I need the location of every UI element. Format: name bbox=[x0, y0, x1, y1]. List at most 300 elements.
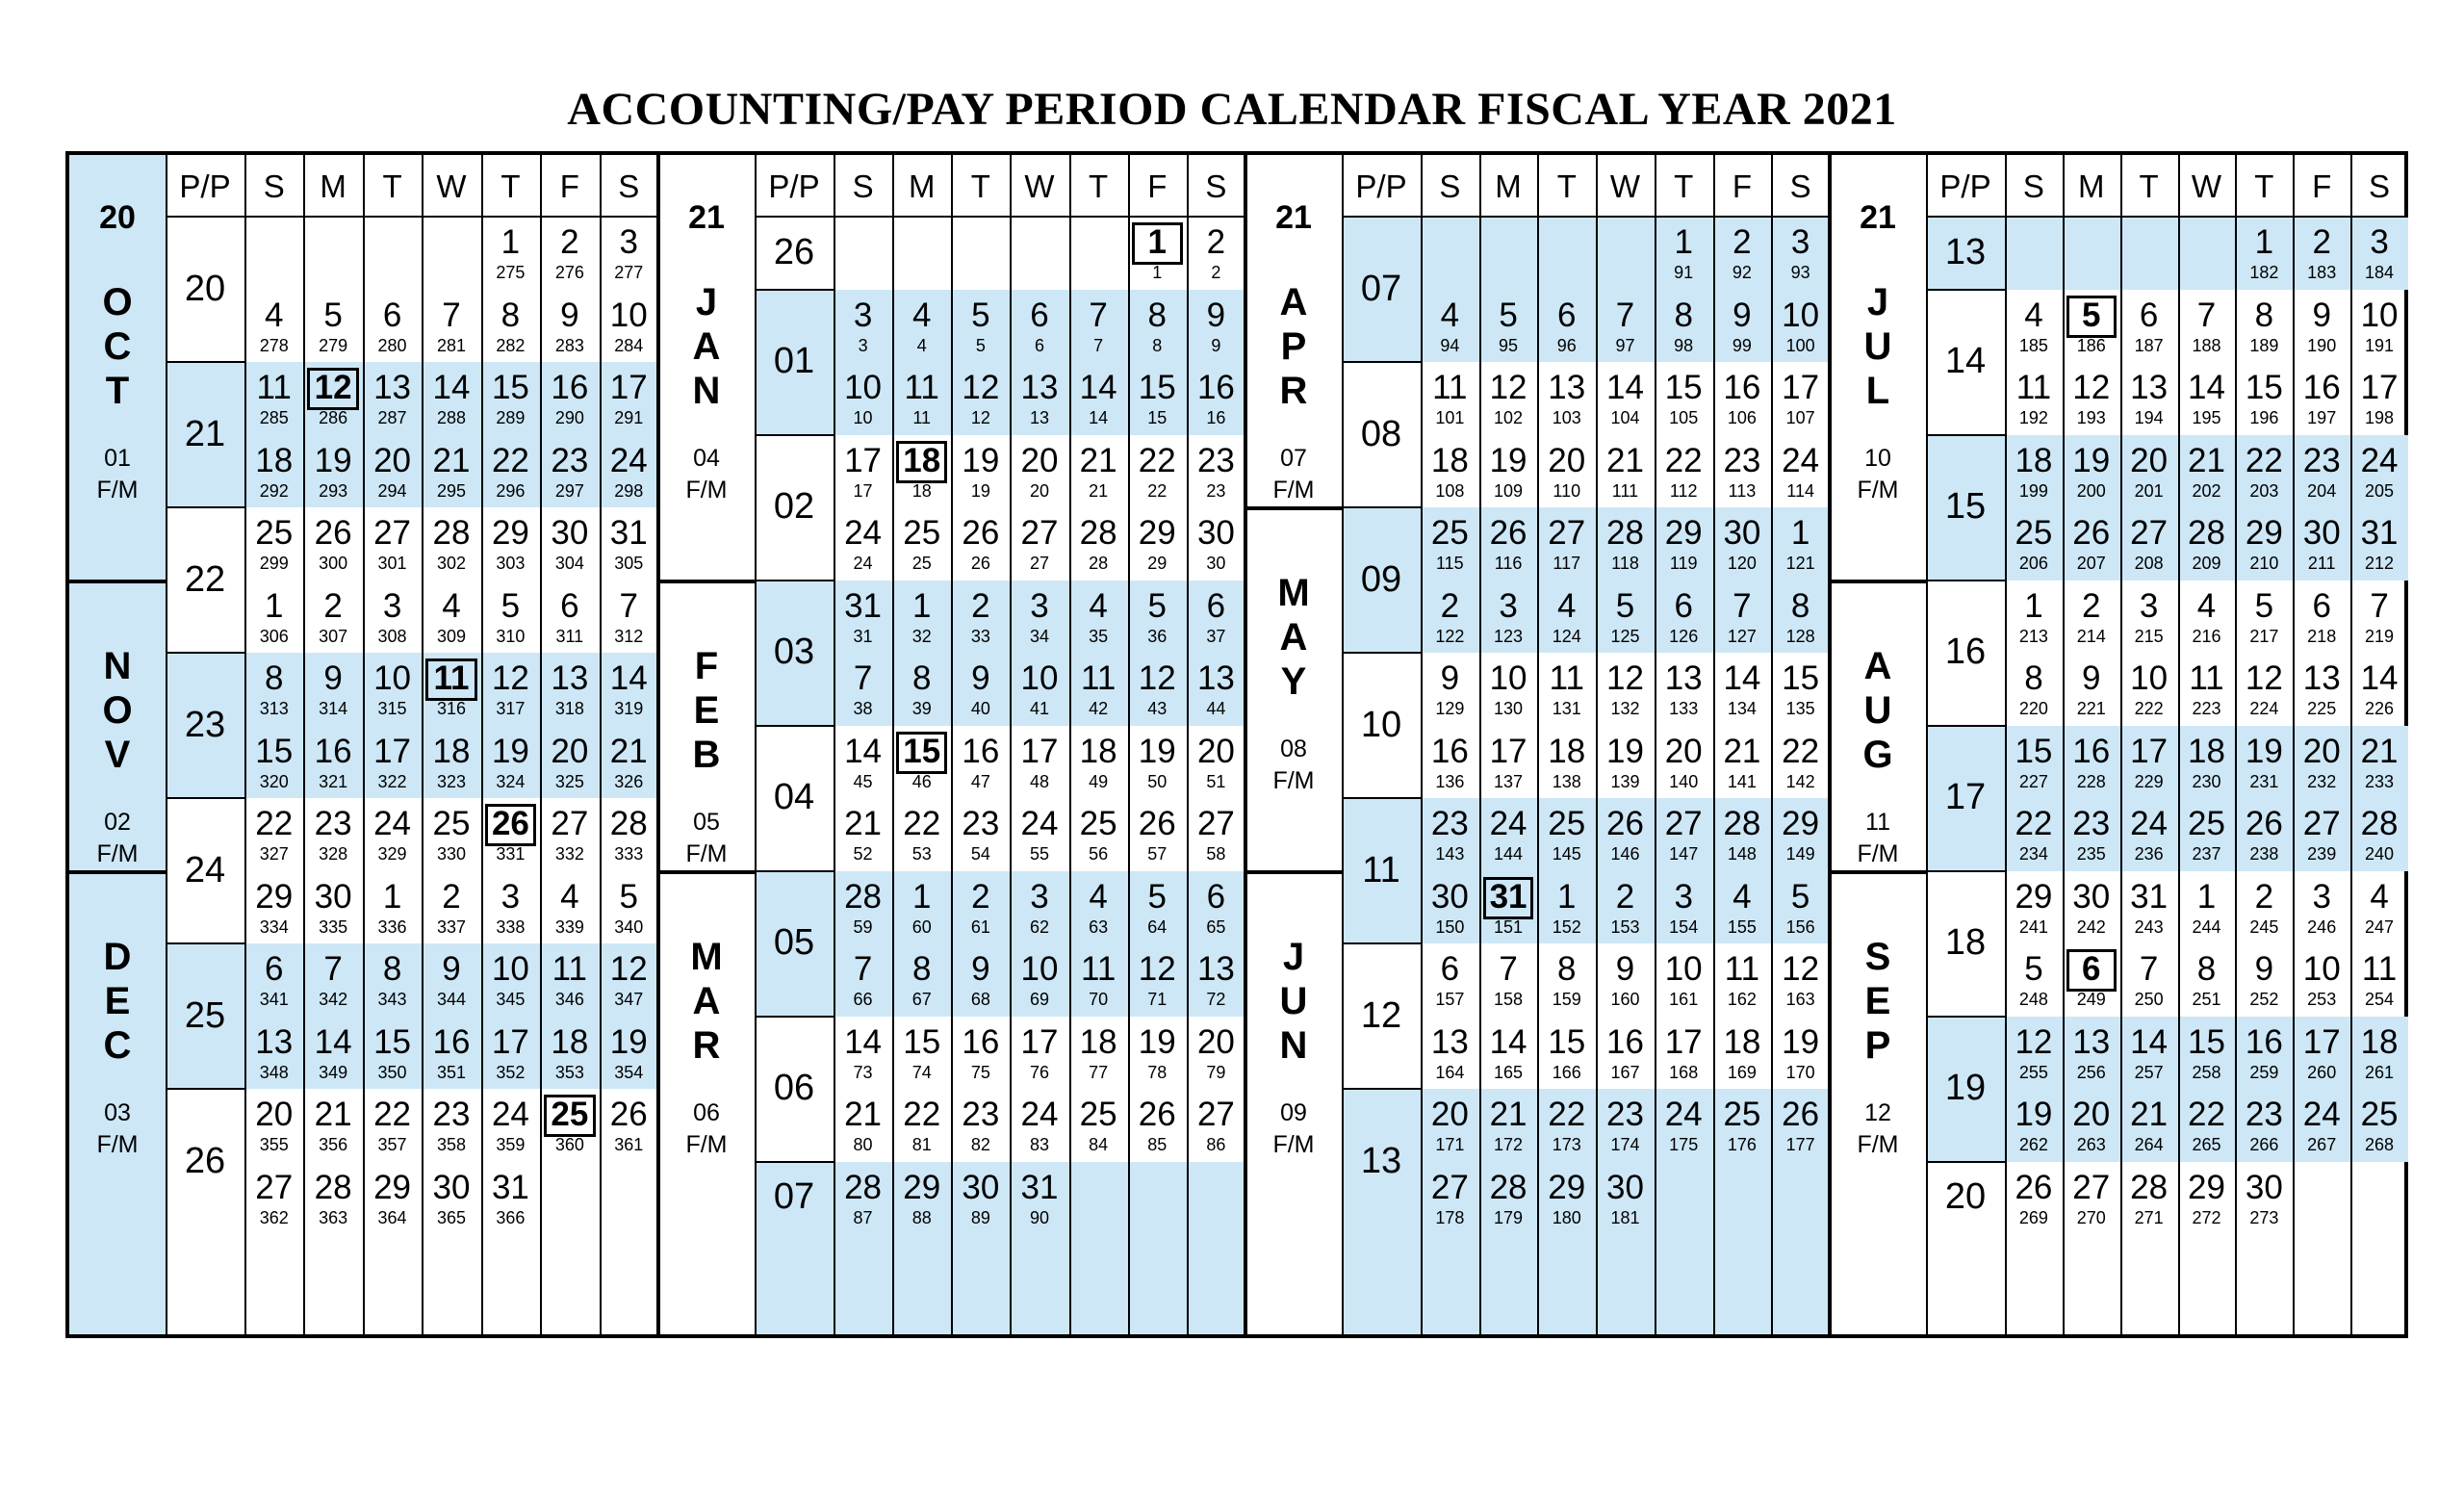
calendar-date: 20 bbox=[1664, 732, 1703, 770]
julian-day: 287 bbox=[377, 408, 407, 427]
calendar-date: 19 bbox=[1138, 1022, 1176, 1061]
julian-day: 249 bbox=[2076, 990, 2106, 1009]
julian-day: 280 bbox=[377, 335, 407, 355]
calendar-date: 8 bbox=[1674, 296, 1693, 334]
julian-day: 285 bbox=[259, 408, 289, 427]
day-column-divider bbox=[422, 155, 424, 1334]
calendar-date: 18 bbox=[2360, 1022, 2399, 1061]
month-column-divider bbox=[166, 155, 167, 1334]
calendar-date: 21 bbox=[609, 732, 648, 770]
calendar-date: 26 bbox=[491, 805, 529, 842]
calendar-date: 16 bbox=[1606, 1022, 1644, 1061]
julian-day: 279 bbox=[319, 335, 348, 355]
calendar-date: 16 bbox=[1196, 369, 1235, 406]
calendar-date: 21 bbox=[1606, 441, 1644, 479]
weekday-header: W bbox=[2191, 168, 2222, 204]
julian-day: 226 bbox=[2365, 699, 2395, 718]
julian-day: 302 bbox=[436, 554, 467, 573]
calendar-date: 9 bbox=[1732, 296, 1752, 334]
julian-day: 248 bbox=[2018, 990, 2048, 1009]
calendar-date: 23 bbox=[432, 1096, 471, 1133]
holiday-box bbox=[896, 441, 947, 483]
julian-day: 275 bbox=[496, 263, 526, 282]
calendar-date: 21 bbox=[1723, 732, 1761, 770]
holiday-box bbox=[1132, 222, 1183, 265]
julian-day: 150 bbox=[1435, 916, 1465, 937]
month-column-divider bbox=[1342, 155, 1344, 1334]
calendar-date: 23 bbox=[2072, 805, 2111, 842]
julian-day: 304 bbox=[554, 554, 584, 573]
calendar-date: 9 bbox=[1440, 659, 1460, 697]
calendar-date: 10 bbox=[2360, 296, 2399, 334]
julian-day: 296 bbox=[496, 480, 526, 501]
calendar-date: 27 bbox=[255, 1168, 294, 1206]
calendar-date: 26 bbox=[1782, 1096, 1820, 1133]
calendar-date: 29 bbox=[1664, 514, 1703, 552]
julian-day: 121 bbox=[1785, 554, 1815, 573]
julian-day: 209 bbox=[2192, 554, 2221, 573]
calendar-date: 17 bbox=[2360, 369, 2399, 406]
fiscal-month-number: 07 bbox=[1280, 445, 1307, 472]
julian-day: 346 bbox=[554, 990, 584, 1009]
pay-period-number: 26 bbox=[184, 1140, 226, 1181]
calendar-date: 21 bbox=[2360, 732, 2399, 770]
calendar-date: 17 bbox=[1489, 732, 1527, 770]
calendar-date: 30 bbox=[432, 1168, 471, 1206]
calendar-date: 8 bbox=[1147, 296, 1167, 334]
month-letter: C bbox=[103, 1023, 132, 1067]
calendar-date: 4 bbox=[2370, 877, 2389, 916]
julian-day: 109 bbox=[1494, 480, 1524, 501]
fiscal-month-abbrev: F/M bbox=[96, 1130, 139, 1158]
month-column-divider bbox=[1926, 155, 1928, 1334]
pay-period-divider bbox=[755, 580, 834, 581]
julian-day: 312 bbox=[614, 626, 644, 646]
julian-day: 356 bbox=[319, 1135, 348, 1154]
julian-day: 112 bbox=[1669, 480, 1698, 501]
calendar-date: 14 bbox=[1489, 1022, 1527, 1061]
quarter-divider bbox=[1244, 155, 1247, 1334]
julian-day: 51 bbox=[1206, 771, 1226, 791]
month-name bbox=[658, 280, 755, 413]
fiscal-month-label bbox=[1830, 1097, 1926, 1161]
calendar-date: 13 bbox=[373, 369, 412, 406]
calendar-date: 19 bbox=[314, 441, 352, 479]
calendar-date: 4 bbox=[1732, 877, 1752, 916]
julian-day: 188 bbox=[2192, 335, 2221, 355]
calendar-date: 28 bbox=[609, 805, 648, 842]
calendar-date: 16 bbox=[2302, 369, 2341, 406]
month-column-divider bbox=[755, 155, 757, 1334]
quarter-divider bbox=[656, 155, 660, 1334]
julian-day: 180 bbox=[1552, 1207, 1581, 1227]
calendar-date: 23 bbox=[2302, 441, 2341, 479]
julian-day: 300 bbox=[319, 554, 348, 573]
calendar-date: 1 bbox=[2254, 223, 2274, 261]
calendar-date: 21 bbox=[844, 805, 883, 842]
pay-period-number: 22 bbox=[184, 558, 226, 600]
fiscal-month-label bbox=[69, 443, 166, 506]
pay-period-divider bbox=[1342, 652, 1421, 654]
calendar-date: 8 bbox=[911, 659, 932, 697]
julian-day: 143 bbox=[1435, 844, 1465, 864]
pay-period-number: 24 bbox=[184, 849, 226, 890]
julian-day: 142 bbox=[1785, 771, 1815, 791]
calendar-date: 12 bbox=[491, 659, 529, 697]
julian-day: 141 bbox=[1727, 771, 1757, 791]
calendar-date: 8 bbox=[1557, 950, 1577, 988]
month-letter: U bbox=[1279, 979, 1308, 1022]
julian-day: 54 bbox=[970, 844, 990, 864]
calendar-date: 8 bbox=[264, 659, 284, 697]
julian-day: 120 bbox=[1727, 554, 1757, 573]
julian-day: 240 bbox=[2365, 844, 2395, 864]
julian-day: 349 bbox=[319, 1062, 348, 1082]
julian-day: 344 bbox=[436, 990, 467, 1009]
calendar-date: 12 bbox=[962, 369, 1000, 406]
julian-day: 52 bbox=[853, 844, 873, 864]
calendar-date: 17 bbox=[2130, 732, 2169, 770]
calendar-date: 10 bbox=[844, 369, 883, 406]
weekday-header: W bbox=[1024, 168, 1055, 204]
pay-period-divider bbox=[755, 289, 834, 291]
calendar-date: 12 bbox=[1489, 369, 1527, 406]
calendar-date: 6 bbox=[264, 950, 284, 988]
julian-day: 315 bbox=[377, 699, 407, 718]
calendar-date: 23 bbox=[1430, 805, 1469, 842]
month-letter: U bbox=[1863, 325, 1892, 368]
calendar-date: 23 bbox=[1196, 441, 1235, 479]
julian-day: 220 bbox=[2018, 699, 2048, 718]
calendar-date: 6 bbox=[2312, 586, 2331, 625]
julian-day: 58 bbox=[1206, 844, 1226, 864]
calendar-date: 2 bbox=[2082, 586, 2101, 625]
calendar-date: 21 bbox=[2188, 441, 2225, 479]
julian-day: 361 bbox=[614, 1135, 644, 1154]
julian-day: 108 bbox=[1435, 480, 1465, 501]
fiscal-month-number: 06 bbox=[693, 1098, 720, 1126]
calendar-date: 12 bbox=[314, 369, 352, 406]
julian-day: 18 bbox=[911, 480, 932, 501]
julian-day: 23 bbox=[1206, 480, 1226, 501]
pay-period-number: 09 bbox=[1360, 558, 1402, 600]
month-letter: N bbox=[692, 370, 721, 412]
julian-day: 13 bbox=[1029, 408, 1049, 427]
julian-day: 362 bbox=[259, 1207, 289, 1227]
julian-day: 328 bbox=[319, 844, 348, 864]
calendar-date: 29 bbox=[1548, 1168, 1586, 1206]
month-divider bbox=[69, 580, 166, 583]
calendar-date: 23 bbox=[2245, 1096, 2283, 1133]
calendar-date: 6 bbox=[1440, 950, 1460, 988]
julian-day: 256 bbox=[2076, 1062, 2106, 1082]
julian-day: 170 bbox=[1785, 1062, 1815, 1082]
julian-day: 305 bbox=[614, 554, 644, 573]
julian-day: 290 bbox=[554, 408, 584, 427]
calendar-date: 8 bbox=[1790, 586, 1810, 625]
julian-day: 59 bbox=[853, 916, 873, 937]
julian-day: 165 bbox=[1494, 1062, 1524, 1082]
calendar-date: 29 bbox=[2188, 1168, 2225, 1206]
calendar-date: 13 bbox=[1196, 950, 1235, 988]
calendar-date: 6 bbox=[1206, 586, 1226, 625]
calendar-date: 26 bbox=[962, 514, 1000, 552]
calendar-date: 28 bbox=[2360, 805, 2399, 842]
calendar-date: 27 bbox=[2072, 1168, 2111, 1206]
calendar-date: 15 bbox=[1548, 1022, 1586, 1061]
calendar-date: 22 bbox=[373, 1096, 412, 1133]
pay-period-column-divider bbox=[2005, 155, 2007, 1334]
calendar-date: 16 bbox=[1723, 369, 1761, 406]
calendar-date: 2 bbox=[2254, 877, 2274, 916]
header-underline bbox=[755, 216, 1245, 218]
julian-day: 153 bbox=[1610, 916, 1640, 937]
julian-day: 200 bbox=[2076, 480, 2106, 501]
julian-day: 124 bbox=[1552, 626, 1581, 646]
julian-day: 189 bbox=[2249, 335, 2279, 355]
pay-period-number: 05 bbox=[773, 922, 815, 963]
julian-day: 31 bbox=[853, 626, 873, 646]
julian-day: 253 bbox=[2307, 990, 2337, 1009]
julian-day: 9 bbox=[1211, 335, 1221, 355]
pay-period-number: 02 bbox=[773, 486, 815, 527]
calendar-date: 20 bbox=[2302, 732, 2341, 770]
julian-day: 329 bbox=[377, 844, 407, 864]
calendar-date: 5 bbox=[2024, 950, 2043, 988]
calendar-date: 17 bbox=[373, 732, 412, 770]
fiscal-month-abbrev: F/M bbox=[96, 477, 139, 503]
calendar-date: 12 bbox=[609, 950, 648, 988]
month-letter: O bbox=[102, 281, 133, 323]
julian-day: 60 bbox=[911, 916, 932, 937]
calendar-date: 7 bbox=[1615, 296, 1635, 334]
day-column-divider bbox=[2350, 155, 2352, 1334]
julian-day: 219 bbox=[2365, 626, 2395, 646]
month-letter: A bbox=[1279, 281, 1308, 323]
month-letter: J bbox=[1866, 281, 1889, 323]
calendar-date: 17 bbox=[1020, 732, 1059, 770]
julian-day: 84 bbox=[1089, 1135, 1109, 1154]
calendar-date: 8 bbox=[500, 296, 521, 334]
pay-period-divider bbox=[1342, 361, 1421, 363]
month-letter: A bbox=[692, 979, 721, 1022]
julian-day: 97 bbox=[1615, 335, 1635, 355]
calendar-date: 24 bbox=[2130, 805, 2169, 842]
julian-day: 152 bbox=[1552, 916, 1581, 937]
pay-period-number: 18 bbox=[1944, 922, 1987, 963]
julian-day: 281 bbox=[436, 335, 467, 355]
calendar-date: 1 bbox=[1790, 514, 1810, 552]
julian-day: 342 bbox=[319, 990, 348, 1009]
julian-day: 41 bbox=[1029, 699, 1049, 718]
julian-day: 118 bbox=[1611, 554, 1639, 573]
julian-day: 363 bbox=[319, 1207, 348, 1227]
pay-period-divider bbox=[755, 434, 834, 436]
calendar-date: 17 bbox=[1664, 1022, 1703, 1061]
calendar-date: 3 bbox=[2139, 586, 2159, 625]
julian-day: 360 bbox=[554, 1135, 584, 1154]
calendar-date: 10 bbox=[1664, 950, 1703, 988]
calendar-date: 21 bbox=[1079, 441, 1117, 479]
pay-period-number: 20 bbox=[1944, 1176, 1987, 1218]
julian-day: 212 bbox=[2365, 554, 2395, 573]
calendar-date: 9 bbox=[2312, 296, 2331, 334]
pay-period-number: 13 bbox=[1360, 1140, 1402, 1181]
julian-day: 289 bbox=[496, 408, 526, 427]
julian-day: 127 bbox=[1727, 626, 1757, 646]
julian-day: 166 bbox=[1552, 1062, 1581, 1082]
julian-day: 273 bbox=[2249, 1207, 2279, 1227]
julian-day: 37 bbox=[1206, 626, 1226, 646]
calendar-date: 30 bbox=[1196, 514, 1235, 552]
calendar-date: 27 bbox=[1430, 1168, 1469, 1206]
calendar-date: 3 bbox=[619, 223, 638, 261]
calendar-date: 10 bbox=[373, 659, 412, 697]
calendar-date: 24 bbox=[2360, 441, 2399, 479]
weekday-header: M bbox=[2078, 168, 2105, 204]
pay-period-number: 08 bbox=[1360, 413, 1402, 454]
calendar-date: 19 bbox=[2072, 441, 2111, 479]
calendar-date: 10 bbox=[1782, 296, 1820, 334]
calendar-date: 30 bbox=[1606, 1168, 1644, 1206]
calendar-date: 16 bbox=[2245, 1022, 2283, 1061]
calendar-date: 27 bbox=[2302, 805, 2341, 842]
julian-day: 186 bbox=[2076, 335, 2106, 355]
calendar-date: 23 bbox=[962, 805, 1000, 842]
calendar-date: 1 bbox=[2196, 877, 2217, 916]
calendar-date: 28 bbox=[432, 514, 471, 552]
calendar-date: 28 bbox=[2188, 514, 2225, 552]
julian-day: 104 bbox=[1610, 408, 1640, 427]
julian-day: 309 bbox=[436, 626, 467, 646]
calendar-date: 3 bbox=[2312, 877, 2331, 916]
calendar-date: 29 bbox=[373, 1168, 412, 1206]
month-letter: A bbox=[1863, 644, 1892, 687]
julian-day: 301 bbox=[377, 554, 407, 573]
julian-day: 365 bbox=[436, 1207, 467, 1227]
julian-day: 2 bbox=[1211, 263, 1221, 282]
julian-day: 82 bbox=[970, 1135, 990, 1154]
calendar-date: 15 bbox=[1782, 659, 1820, 697]
julian-day: 336 bbox=[377, 916, 407, 937]
julian-day: 57 bbox=[1147, 844, 1168, 864]
calendar-date: 12 bbox=[2015, 1022, 2053, 1061]
julian-day: 146 bbox=[1610, 844, 1640, 864]
julian-day: 174 bbox=[1610, 1135, 1640, 1154]
calendar-date: 20 bbox=[2130, 441, 2169, 479]
calendar-date: 4 bbox=[1557, 586, 1577, 625]
fiscal-month-abbrev: F/M bbox=[685, 477, 728, 503]
julian-day: 133 bbox=[1669, 699, 1699, 718]
calendar-date: 24 bbox=[491, 1096, 529, 1133]
weekday-header: T bbox=[970, 168, 990, 204]
julian-day: 32 bbox=[911, 626, 932, 646]
calendar-date: 28 bbox=[1606, 514, 1644, 552]
calendar-date: 5 bbox=[1790, 877, 1810, 916]
julian-day: 297 bbox=[554, 480, 584, 501]
julian-day: 137 bbox=[1494, 771, 1524, 791]
calendar-date: 14 bbox=[314, 1022, 352, 1061]
calendar-date: 9 bbox=[2082, 659, 2101, 697]
calendar-date: 14 bbox=[432, 369, 471, 406]
pay-period-divider bbox=[1926, 1016, 2005, 1018]
month-name bbox=[1830, 280, 1926, 413]
calendar-date: 1 bbox=[1147, 223, 1167, 261]
julian-day: 55 bbox=[1029, 844, 1049, 864]
calendar-date: 25 bbox=[432, 805, 471, 842]
day-column-divider bbox=[2178, 155, 2180, 1334]
julian-day: 313 bbox=[259, 699, 289, 718]
weekday-header: S bbox=[618, 168, 640, 204]
calendar-date: 14 bbox=[2130, 1022, 2169, 1061]
calendar-date: 18 bbox=[2015, 441, 2053, 479]
calendar-date: 16 bbox=[432, 1022, 471, 1061]
julian-day: 331 bbox=[496, 844, 526, 864]
calendar-date: 20 bbox=[1196, 1022, 1235, 1061]
calendar-date: 5 bbox=[1147, 877, 1167, 916]
julian-day: 43 bbox=[1147, 699, 1168, 718]
julian-day: 295 bbox=[436, 480, 467, 501]
julian-day: 339 bbox=[554, 916, 584, 937]
julian-day: 271 bbox=[2134, 1207, 2164, 1227]
calendar-date: 22 bbox=[491, 441, 529, 479]
pay-period-divider bbox=[166, 506, 244, 508]
julian-day: 237 bbox=[2192, 844, 2221, 864]
pay-period-number: 17 bbox=[1944, 777, 1987, 817]
month-letter: E bbox=[104, 979, 131, 1022]
julian-day: 119 bbox=[1669, 554, 1698, 573]
calendar-date: 18 bbox=[2188, 732, 2225, 770]
julian-day: 334 bbox=[259, 916, 289, 937]
calendar-date: 3 bbox=[382, 586, 402, 625]
month-letter: A bbox=[692, 325, 721, 368]
calendar-date: 18 bbox=[551, 1022, 589, 1061]
julian-day: 107 bbox=[1785, 408, 1815, 427]
calendar-date: 4 bbox=[911, 296, 932, 334]
calendar-date: 3 bbox=[1790, 223, 1810, 261]
julian-day: 347 bbox=[614, 990, 644, 1009]
julian-day: 307 bbox=[319, 626, 348, 646]
fiscal-month-abbrev: F/M bbox=[1857, 477, 1899, 503]
calendar-date: 29 bbox=[491, 514, 529, 552]
fiscal-month-label bbox=[1830, 807, 1926, 870]
calendar-date: 27 bbox=[551, 805, 589, 842]
month-letter: R bbox=[692, 1023, 721, 1067]
calendar-date: 22 bbox=[903, 805, 941, 842]
julian-day: 80 bbox=[853, 1135, 873, 1154]
fiscal-month-abbrev: F/M bbox=[1272, 1130, 1315, 1158]
fiscal-month-abbrev: F/M bbox=[685, 1130, 728, 1158]
page-title: ACCOUNTING/PAY PERIOD CALENDAR FISCAL YEAR 2021 bbox=[567, 84, 1897, 135]
calendar-date: 22 bbox=[1138, 441, 1176, 479]
calendar-date: 31 bbox=[1020, 1168, 1059, 1206]
julian-day: 244 bbox=[2192, 916, 2221, 937]
calendar-date: 20 bbox=[1020, 441, 1059, 479]
fiscal-month-label bbox=[1245, 734, 1342, 797]
month-name bbox=[69, 644, 166, 777]
month-name bbox=[658, 935, 755, 1068]
month-letter: G bbox=[1862, 733, 1893, 776]
julian-day: 353 bbox=[554, 1062, 584, 1082]
julian-day: 100 bbox=[1785, 335, 1815, 355]
calendar-date: 6 bbox=[560, 586, 579, 625]
pay-period-column-divider bbox=[244, 155, 246, 1334]
calendar-date: 6 bbox=[2082, 950, 2101, 988]
day-column-divider bbox=[600, 155, 602, 1334]
month-name bbox=[1245, 571, 1342, 704]
julian-day: 333 bbox=[614, 844, 644, 864]
weekday-header: T bbox=[2139, 168, 2159, 204]
